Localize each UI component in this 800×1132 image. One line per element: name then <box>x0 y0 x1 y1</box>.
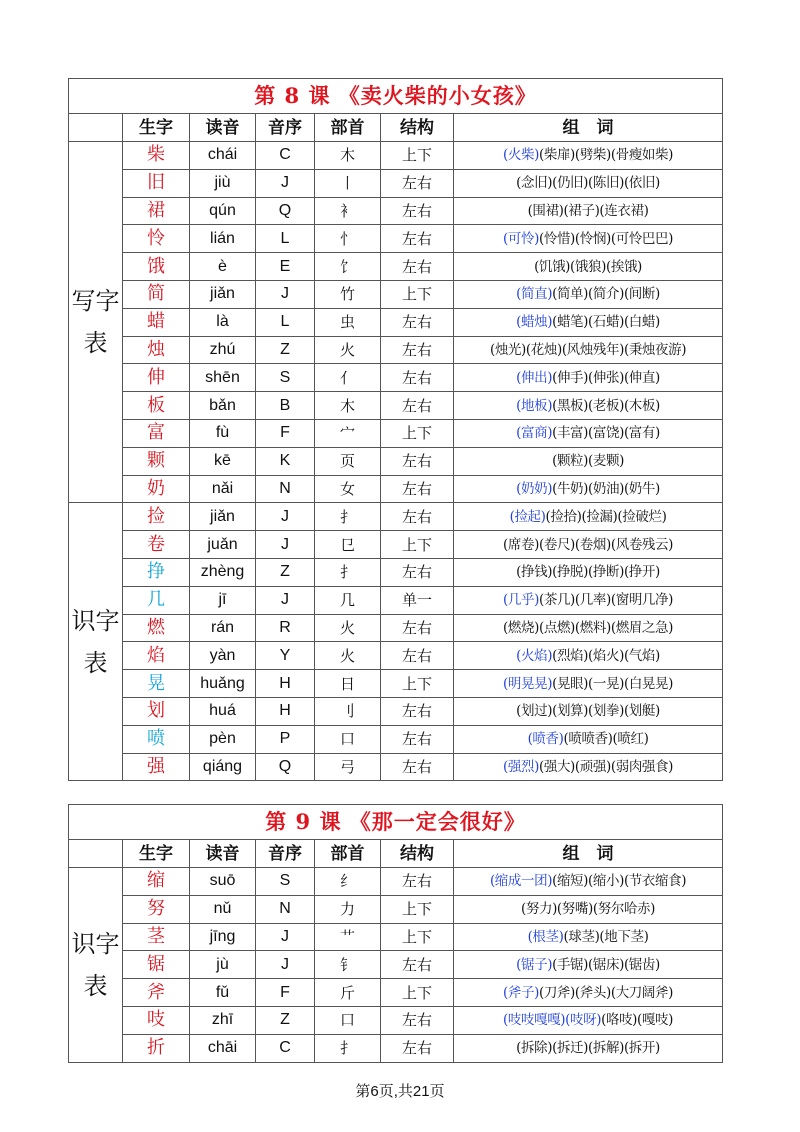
pinyin: kē <box>190 447 256 475</box>
compound-list: (划过)(划算)(划拳)(划艇) <box>516 703 660 720</box>
word-compounds <box>454 614 723 642</box>
structure: 上下 <box>381 895 454 923</box>
highlighted-compound: (锯子) <box>516 956 553 973</box>
word-compounds <box>454 1034 723 1062</box>
character: 缩 <box>123 868 190 896</box>
character: 柴 <box>123 142 190 170</box>
word-compounds <box>454 670 723 698</box>
highlighted-compound: (几乎) <box>503 592 539 609</box>
word-compounds <box>454 1006 723 1034</box>
compound-list: (缩短)(缩小)(节衣缩食) <box>552 873 687 890</box>
highlighted-compound: (可怜) <box>503 230 539 247</box>
compound-list: (柴扉)(劈柴)(骨瘦如柴) <box>538 147 673 164</box>
character: 几 <box>123 586 190 614</box>
pinyin: rán <box>190 614 256 642</box>
character: 简 <box>123 280 190 308</box>
highlighted-compound: (根茎) <box>527 928 564 945</box>
compound-list: (丰富)(富饶)(富有) <box>552 425 660 442</box>
table-row <box>69 197 723 225</box>
radical: 丨 <box>315 169 381 197</box>
structure: 左右 <box>381 1034 454 1062</box>
character: 旧 <box>123 169 190 197</box>
structure: 左右 <box>381 364 454 392</box>
table-header <box>69 840 723 868</box>
highlighted-compound: (奶奶) <box>516 480 553 497</box>
word-compounds <box>454 979 723 1007</box>
word-compounds <box>454 392 723 420</box>
structure: 上下 <box>381 923 454 951</box>
compound-list: (怜惜)(怜悯)(可怜巴巴) <box>538 230 673 247</box>
phonetic-index: N <box>256 475 315 503</box>
pinyin: huá <box>190 697 256 725</box>
phonetic-index: J <box>256 586 315 614</box>
table-row <box>69 253 723 281</box>
compound-list: (烛光)(花烛)(风烛残年)(秉烛夜游) <box>489 341 687 358</box>
word-compounds <box>454 197 723 225</box>
radical: 扌 <box>315 558 381 586</box>
table-row <box>69 392 723 420</box>
header-structure: 结构 <box>381 840 454 868</box>
structure: 左右 <box>381 614 454 642</box>
table-row <box>69 558 723 586</box>
structure: 单一 <box>381 586 454 614</box>
table-row <box>69 531 723 559</box>
structure: 左右 <box>381 503 454 531</box>
pinyin: zhī <box>190 1006 256 1034</box>
compound-list: (捡拾)(捡漏)(捡破烂) <box>545 508 667 525</box>
header-radical: 部首 <box>315 840 381 868</box>
compound-list: (努力)(努嘴)(努尔哈赤) <box>521 901 656 918</box>
pinyin: bǎn <box>190 392 256 420</box>
highlighted-compound: (强烈) <box>503 758 539 775</box>
structure: 左右 <box>381 558 454 586</box>
character: 喷 <box>123 725 190 753</box>
character: 饿 <box>123 253 190 281</box>
table-row <box>69 697 723 725</box>
character: 奶 <box>123 475 190 503</box>
phonetic-index: S <box>256 868 315 896</box>
compound-list: (球茎)(地下茎) <box>563 928 649 945</box>
compound-list: (强大)(顽强)(弱肉强食) <box>538 758 673 775</box>
compound-list: (牛奶)(奶油)(奶牛) <box>552 480 660 497</box>
word-compounds <box>454 169 723 197</box>
compound-list: (蜡笔)(石蜡)(白蜡) <box>552 314 660 331</box>
pinyin: fǔ <box>190 979 256 1007</box>
phonetic-index: J <box>256 531 315 559</box>
phonetic-index: P <box>256 725 315 753</box>
phonetic-index: H <box>256 697 315 725</box>
table-row <box>69 923 723 951</box>
highlighted-compound: (简直) <box>516 286 553 303</box>
pinyin: qiáng <box>190 753 256 781</box>
lesson-9-table <box>68 804 723 1063</box>
pinyin: pèn <box>190 725 256 753</box>
structure: 左右 <box>381 951 454 979</box>
structure: 左右 <box>381 1006 454 1034</box>
word-compounds <box>454 475 723 503</box>
pinyin: lián <box>190 225 256 253</box>
radical: 火 <box>315 336 381 364</box>
highlighted-compound: (蜡烛) <box>516 314 553 331</box>
structure: 左右 <box>381 642 454 670</box>
compound-list: (喷喷香)(喷红) <box>563 731 649 748</box>
structure: 左右 <box>381 447 454 475</box>
radical: 亻 <box>315 364 381 392</box>
header-char: 生字 <box>123 840 190 868</box>
word-compounds <box>454 753 723 781</box>
compound-list: (茶几)(几率)(窗明几净) <box>538 592 673 609</box>
highlighted-compound: (缩成一团) <box>489 873 553 890</box>
highlighted-compound: (喷香) <box>527 731 564 748</box>
radical: 木 <box>315 392 381 420</box>
radical: 口 <box>315 725 381 753</box>
word-compounds <box>454 951 723 979</box>
phonetic-index: C <box>256 142 315 170</box>
radical: 衤 <box>315 197 381 225</box>
compound-list: (围裙)(裙子)(连衣裙) <box>527 202 649 219</box>
table-row <box>69 753 723 781</box>
compound-list: (颗粒)(麦颗) <box>552 453 624 470</box>
word-compounds <box>454 308 723 336</box>
phonetic-index: Q <box>256 197 315 225</box>
compound-list: (伸手)(伸张)(伸直) <box>552 369 660 386</box>
highlighted-compound: (富商) <box>516 425 553 442</box>
pinyin: jiù <box>190 169 256 197</box>
radical: 忄 <box>315 225 381 253</box>
character: 焰 <box>123 642 190 670</box>
radical: 木 <box>315 142 381 170</box>
word-compounds <box>454 923 723 951</box>
table-row <box>69 503 723 531</box>
radical: 几 <box>315 586 381 614</box>
word-compounds <box>454 280 723 308</box>
table-row <box>69 280 723 308</box>
table-row <box>69 1034 723 1062</box>
radical: 竹 <box>315 280 381 308</box>
phonetic-index: H <box>256 670 315 698</box>
word-compounds <box>454 225 723 253</box>
radical: 㔾 <box>315 531 381 559</box>
compound-list: (简单)(简介)(间断) <box>552 286 660 303</box>
compound-list: (咯吱)(嘎吱) <box>601 1012 673 1029</box>
header-char: 生字 <box>123 114 190 142</box>
structure: 左右 <box>381 197 454 225</box>
structure: 左右 <box>381 225 454 253</box>
phonetic-index: F <box>256 419 315 447</box>
pinyin: jī <box>190 586 256 614</box>
table-row <box>69 364 723 392</box>
phonetic-index: J <box>256 503 315 531</box>
highlighted-compound: (伸出) <box>516 369 553 386</box>
phonetic-index: E <box>256 253 315 281</box>
lesson-9-title: 第 9 课 《那一定会很好》 <box>69 805 723 840</box>
radical: 虫 <box>315 308 381 336</box>
header-radical: 部首 <box>315 114 381 142</box>
word-compounds <box>454 336 723 364</box>
character: 挣 <box>123 558 190 586</box>
pinyin: zhèng <box>190 558 256 586</box>
word-compounds <box>454 725 723 753</box>
character: 斧 <box>123 979 190 1007</box>
table-row <box>69 951 723 979</box>
character: 蜡 <box>123 308 190 336</box>
header-index: 音序 <box>256 114 315 142</box>
character: 茎 <box>123 923 190 951</box>
compound-list: (拆除)(拆迁)(拆解)(拆开) <box>516 1040 660 1057</box>
structure: 左右 <box>381 336 454 364</box>
table-row <box>69 670 723 698</box>
character: 晃 <box>123 670 190 698</box>
table-row <box>69 419 723 447</box>
table-row <box>69 447 723 475</box>
character: 烛 <box>123 336 190 364</box>
compound-list: (晃眼)(一晃)(白晃晃) <box>552 675 673 692</box>
header-pinyin: 读音 <box>190 840 256 868</box>
compound-list: (黑板)(老板)(木板) <box>552 397 660 414</box>
table-row <box>69 614 723 642</box>
phonetic-index: Y <box>256 642 315 670</box>
table-row <box>69 1006 723 1034</box>
header-words: 组 词 <box>454 114 723 142</box>
structure: 左右 <box>381 392 454 420</box>
word-compounds <box>454 253 723 281</box>
phonetic-index: B <box>256 392 315 420</box>
phonetic-index: C <box>256 1034 315 1062</box>
radical: 女 <box>315 475 381 503</box>
word-compounds <box>454 895 723 923</box>
radical: 纟 <box>315 868 381 896</box>
phonetic-index: J <box>256 169 315 197</box>
table-row <box>69 169 723 197</box>
word-compounds <box>454 447 723 475</box>
pinyin: jù <box>190 951 256 979</box>
phonetic-index: F <box>256 979 315 1007</box>
compound-list: (饥饿)(饿狼)(挨饿) <box>534 258 642 275</box>
word-compounds <box>454 531 723 559</box>
radical: 饣 <box>315 253 381 281</box>
header-blank <box>69 114 123 142</box>
structure: 左右 <box>381 169 454 197</box>
pinyin: shēn <box>190 364 256 392</box>
group-label-recognize: 识字表 <box>69 868 123 1063</box>
word-compounds <box>454 503 723 531</box>
compound-list: (手锯)(锯床)(锯齿) <box>552 956 660 973</box>
table-row <box>69 336 723 364</box>
radical: 口 <box>315 1006 381 1034</box>
phonetic-index: J <box>256 923 315 951</box>
header-index: 音序 <box>256 840 315 868</box>
table-header <box>69 114 723 142</box>
word-compounds <box>454 142 723 170</box>
radical: 页 <box>315 447 381 475</box>
radical: 火 <box>315 642 381 670</box>
character: 划 <box>123 697 190 725</box>
phonetic-index: S <box>256 364 315 392</box>
table-row <box>69 308 723 336</box>
phonetic-index: Z <box>256 558 315 586</box>
page-footer: 第6页,共21页 <box>355 1083 445 1100</box>
character: 捡 <box>123 503 190 531</box>
compound-list: (挣钱)(挣脱)(挣断)(挣开) <box>516 564 660 581</box>
radical: 刂 <box>315 697 381 725</box>
structure: 左右 <box>381 868 454 896</box>
compound-list: (烈焰)(焰火)(气焰) <box>552 647 660 664</box>
highlighted-compound: (火柴) <box>503 147 539 164</box>
pinyin: chāi <box>190 1034 256 1062</box>
pinyin: nǔ <box>190 895 256 923</box>
phonetic-index: Z <box>256 336 315 364</box>
word-compounds <box>454 419 723 447</box>
radical: 钅 <box>315 951 381 979</box>
radical: 艹 <box>315 923 381 951</box>
structure: 左右 <box>381 697 454 725</box>
radical: 宀 <box>315 419 381 447</box>
character: 裙 <box>123 197 190 225</box>
structure: 左右 <box>381 308 454 336</box>
header-blank <box>69 840 123 868</box>
pinyin: qún <box>190 197 256 225</box>
pinyin: huǎng <box>190 670 256 698</box>
word-compounds <box>454 697 723 725</box>
word-compounds <box>454 868 723 896</box>
character: 富 <box>123 419 190 447</box>
pinyin: fù <box>190 419 256 447</box>
table-row <box>69 725 723 753</box>
structure: 上下 <box>381 670 454 698</box>
radical: 扌 <box>315 503 381 531</box>
table-row <box>69 475 723 503</box>
highlighted-compound: (明晃晃) <box>503 675 553 692</box>
pinyin: là <box>190 308 256 336</box>
word-compounds <box>454 558 723 586</box>
compound-list: (燃烧)(点燃)(燃料)(燃眉之急) <box>503 619 673 636</box>
character: 折 <box>123 1034 190 1062</box>
phonetic-index: N <box>256 895 315 923</box>
structure: 左右 <box>381 253 454 281</box>
compound-list: (念旧)(仍旧)(陈旧)(依旧) <box>516 175 660 192</box>
phonetic-index: J <box>256 951 315 979</box>
word-compounds <box>454 364 723 392</box>
header-structure: 结构 <box>381 114 454 142</box>
phonetic-index: L <box>256 308 315 336</box>
highlighted-compound: (捡起) <box>509 508 546 525</box>
compound-list: (席卷)(卷尺)(卷烟)(风卷残云) <box>503 536 673 553</box>
pinyin: jīng <box>190 923 256 951</box>
pinyin: chái <box>190 142 256 170</box>
radical: 日 <box>315 670 381 698</box>
structure: 左右 <box>381 753 454 781</box>
pinyin: yàn <box>190 642 256 670</box>
structure: 左右 <box>381 475 454 503</box>
highlighted-compound: (地板) <box>516 397 553 414</box>
structure: 左右 <box>381 725 454 753</box>
compound-list: (刀斧)(斧头)(大刀阔斧) <box>538 984 673 1001</box>
character: 努 <box>123 895 190 923</box>
pinyin: juǎn <box>190 531 256 559</box>
group-label-recognize: 识字表 <box>69 503 123 781</box>
character: 燃 <box>123 614 190 642</box>
highlighted-compound: (火焰) <box>516 647 553 664</box>
radical: 扌 <box>315 1034 381 1062</box>
table-row <box>69 586 723 614</box>
structure: 上下 <box>381 419 454 447</box>
character: 颗 <box>123 447 190 475</box>
character: 吱 <box>123 1006 190 1034</box>
character: 锯 <box>123 951 190 979</box>
phonetic-index: K <box>256 447 315 475</box>
table-row <box>69 895 723 923</box>
pinyin: zhú <box>190 336 256 364</box>
phonetic-index: R <box>256 614 315 642</box>
character: 板 <box>123 392 190 420</box>
pinyin: jiǎn <box>190 503 256 531</box>
group-label-write: 写字表 <box>69 142 123 503</box>
phonetic-index: Q <box>256 753 315 781</box>
lesson-8-table <box>68 78 723 781</box>
radical: 斤 <box>315 979 381 1007</box>
character: 怜 <box>123 225 190 253</box>
structure: 上下 <box>381 142 454 170</box>
radical: 火 <box>315 614 381 642</box>
structure: 上下 <box>381 280 454 308</box>
word-compounds <box>454 586 723 614</box>
table-row <box>69 225 723 253</box>
structure: 上下 <box>381 531 454 559</box>
radical: 弓 <box>315 753 381 781</box>
phonetic-index: L <box>256 225 315 253</box>
pinyin: suō <box>190 868 256 896</box>
character: 伸 <box>123 364 190 392</box>
pinyin: nǎi <box>190 475 256 503</box>
word-compounds <box>454 642 723 670</box>
table-row <box>69 142 723 170</box>
character: 卷 <box>123 531 190 559</box>
table-row <box>69 642 723 670</box>
highlighted-compound: (斧子) <box>503 984 539 1001</box>
phonetic-index: J <box>256 280 315 308</box>
table-row <box>69 979 723 1007</box>
lesson-8-title: 第 8 课 《卖火柴的小女孩》 <box>69 79 723 114</box>
pinyin: jiǎn <box>190 280 256 308</box>
highlighted-compound: (吱吱嘎嘎)(吱呀) <box>503 1012 602 1029</box>
table-row <box>69 868 723 896</box>
header-pinyin: 读音 <box>190 114 256 142</box>
character: 强 <box>123 753 190 781</box>
radical: 力 <box>315 895 381 923</box>
header-words: 组 词 <box>454 840 723 868</box>
pinyin: è <box>190 253 256 281</box>
phonetic-index: Z <box>256 1006 315 1034</box>
structure: 上下 <box>381 979 454 1007</box>
